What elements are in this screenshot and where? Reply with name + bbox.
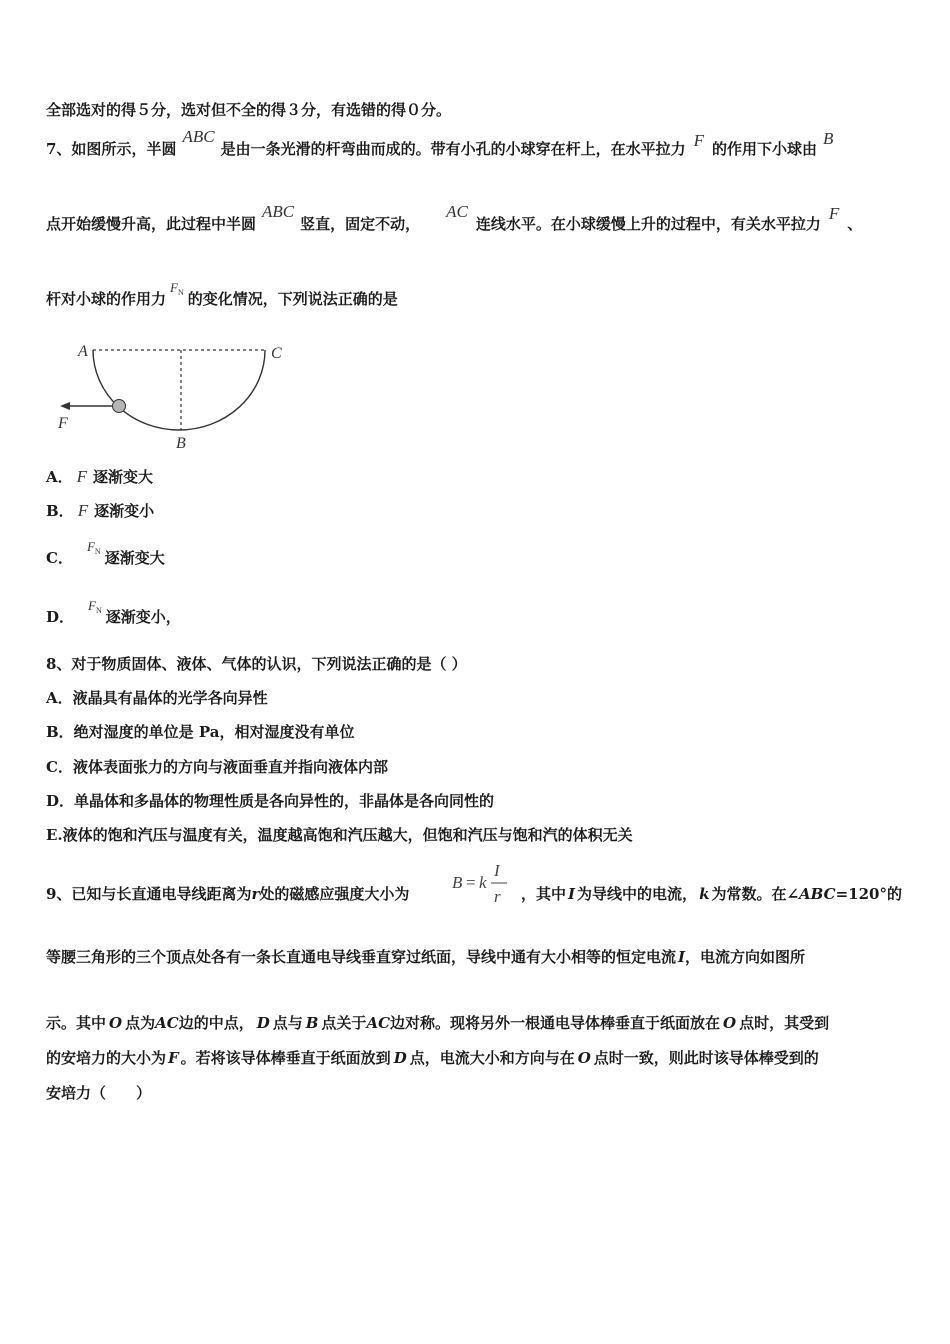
q7-symbol-abc: ABC	[262, 202, 295, 221]
q7-option-a: A． F 逐渐变大	[46, 467, 154, 486]
option-symbol: F	[76, 467, 88, 486]
q7-text: 的变化情况，下列说法正确的是	[187, 290, 398, 308]
q9-line-3: 示。其中 O 点为AC边的中点， D 点与 B 点关于AC边对称。现将另外一根通电导体棒垂直于纸面放在 O 点时，其受到	[46, 1014, 830, 1032]
q7-option-b: B． F 逐渐变小	[46, 501, 155, 520]
formula-eq: =	[466, 873, 476, 892]
q8-option-d: D．单晶体和多晶体的物理性质是各向异性的，非晶体是各向同性的	[46, 792, 495, 810]
formula-numerator: I	[494, 861, 500, 880]
q7-symbol-fn: $F_N$	[170, 280, 184, 297]
q7-symbol-f: F	[693, 131, 704, 150]
q8-option-a: A．液晶具有晶体的光学各向异性	[46, 689, 268, 707]
q7-symbol-abc: ABC	[182, 127, 215, 146]
q9-line-2: 等腰三角形的三个顶点处各有一条长直通电导线垂直穿过纸面，导线中通有大小相等的恒定电流 I，电流方向如图所	[46, 948, 806, 966]
q7-symbol-ac: AC	[446, 202, 468, 221]
formula-k: k	[479, 873, 487, 892]
q7-line-2	[46, 202, 863, 234]
q9-line-1: 9、已知与长直通电导线距离为r处的磁感应强度大小为	[46, 885, 410, 903]
formula-denominator: r	[494, 887, 501, 906]
q8-option-e: E.液体的饱和汽压与温度有关，温度越高饱和汽压越大，但饱和汽压与饱和汽的体积无关	[46, 826, 633, 844]
semicircle-rod	[93, 350, 265, 430]
force-arrowhead	[60, 402, 70, 410]
q8-stem: 8、对于物质固体、液体、气体的认识，下列说法正确的是（ ）	[46, 655, 467, 673]
option-symbol-fn: $F_N$	[86, 539, 101, 556]
q7-option-d: D．$F_N$ 逐渐变小，	[46, 598, 181, 626]
magnetic-field-formula	[452, 858, 514, 915]
label-f: F	[58, 415, 68, 432]
q8-option-c: C．液体表面张力的方向与液面垂直并指向液体内部	[46, 758, 388, 776]
semicircle-figure	[52, 336, 302, 456]
q7-option-c: C．$F_N$ 逐渐变大	[46, 539, 165, 567]
option-symbol: F	[77, 501, 89, 520]
q7-text: 竖直，固定不动，	[300, 215, 421, 233]
q9-line-5: 安培力（ ）	[46, 1084, 152, 1102]
label-a: A	[78, 343, 88, 360]
label-c: C	[271, 345, 282, 362]
q7-symbol-f: F	[828, 204, 840, 223]
q9-line-1-cont: ，其中 I 为导线中的电流， k 为常数。在∠ABC=120°的	[521, 885, 902, 903]
formula-svg	[452, 858, 514, 910]
scoring-note: 全部选对的得５分，选对但不全的得３分，有选错的得０分。	[46, 101, 452, 119]
q7-text: 、	[847, 215, 863, 233]
label-b: B	[176, 435, 186, 452]
q7-line-1	[46, 127, 834, 159]
q7-text: 的作用下小球由	[711, 140, 817, 158]
q7-text: 杆对小球的作用力	[46, 290, 167, 308]
q7-text: 7、如图所示，半圆	[46, 140, 177, 158]
option-symbol-fn: $F_N$	[88, 598, 102, 615]
q7-symbol-b: B	[822, 129, 834, 148]
ball	[113, 400, 126, 413]
q7-line-3	[46, 280, 398, 315]
q8-option-b: B．绝对湿度的单位是 Pa，相对湿度没有单位	[46, 723, 355, 741]
q7-text: 点开始缓慢升高，此过程中半圆	[46, 215, 257, 233]
q7-text: 是由一条光滑的杆弯曲而成的。带有小孔的小球穿在杆上，在水平拉力	[220, 140, 686, 158]
formula-lhs: B	[452, 873, 463, 892]
q9-line-4: 的安培力的大小为 F 。若将该导体棒垂直于纸面放到 D 点，电流大小和方向与在 O 点时一致，则此时该导体棒受到的	[46, 1049, 819, 1067]
q7-text: 连线水平。在小球缓慢上升的过程中，有关水平拉力	[475, 215, 821, 233]
